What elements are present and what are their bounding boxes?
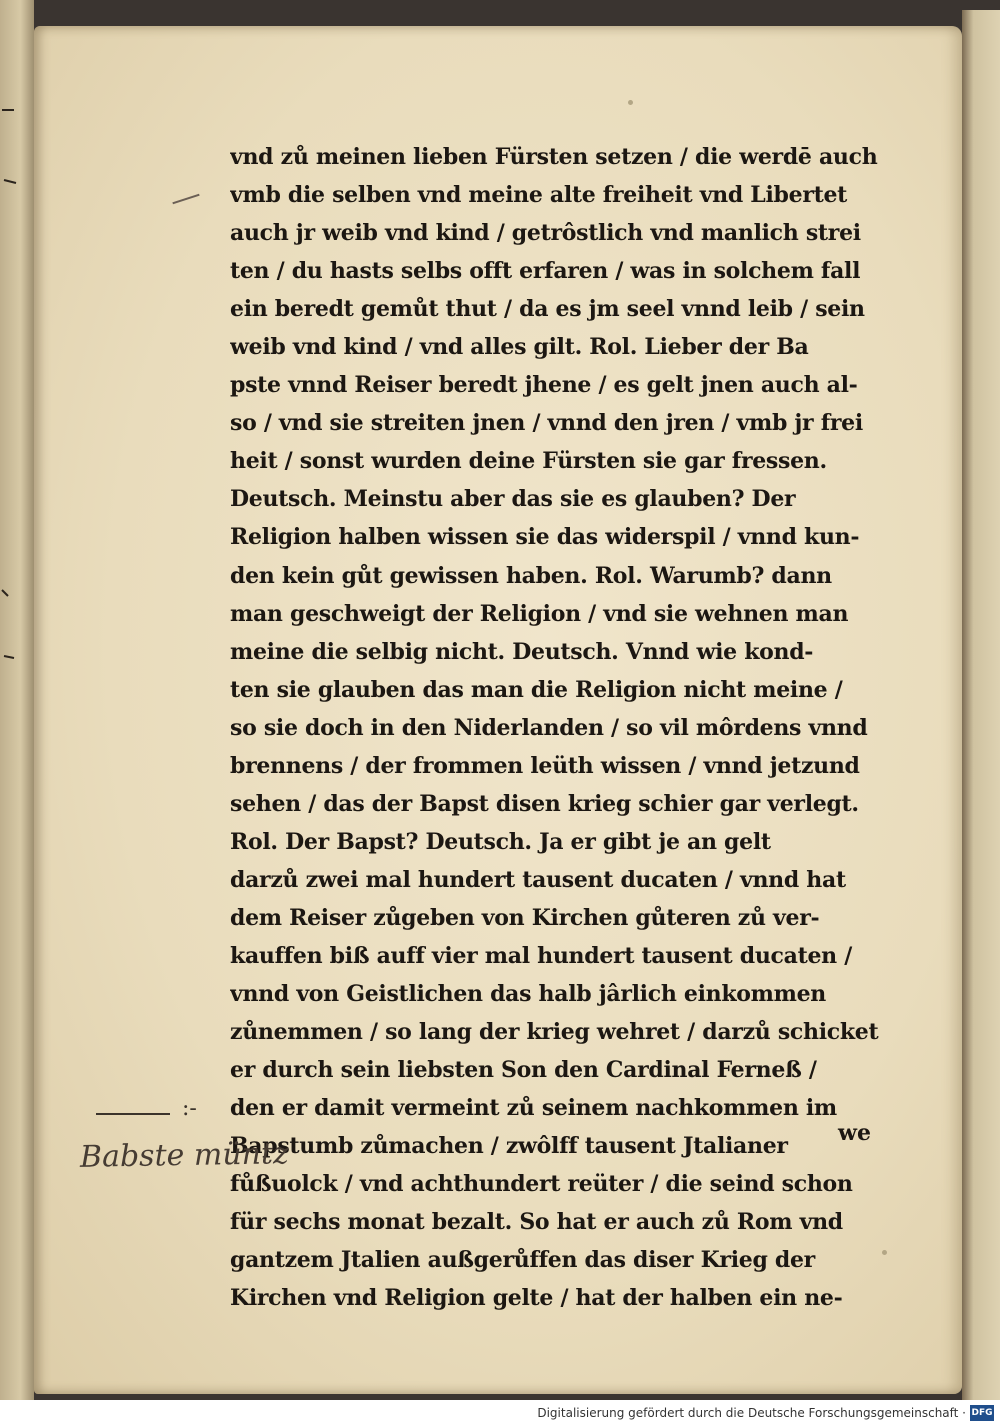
text-line: ten / du hasts selbs offt erfaren / was in solchem fall [230,258,861,285]
text-line: darzů zwei mal hundert tausent ducaten / vnnd hat [230,866,846,893]
text-line: fůßuolck / vnd achthundert reüter / die seind schon [230,1171,853,1198]
text-line: brennens / der frommen leüth wissen / vnnd jetzund [230,752,860,779]
text-line: zůnemmen / so lang der krieg wehret / darzů schicket [230,1019,879,1046]
text-line: auch jr weib vnd kind / getrôstlich vnd manlich strei [230,220,861,247]
text-line: Deutsch. Meinstu aber das sie es glauben? Der [230,486,796,513]
text-line: ten sie glauben das man die Religion nicht meine / [230,676,843,703]
text-line: für sechs monat bezalt. So hat er auch zů Rom vnd [230,1209,843,1236]
text-line: so sie doch in den Niderlanden / so vil môrdens vnnd [230,714,868,741]
margin-marks: :- [182,1096,197,1121]
text-line: gantzem Jtalien außgerůffen das diser Krieg der [230,1247,815,1274]
text-line: sehen / das der Bapst disen krieg schier gar verlegt. [230,790,859,817]
left-edge-marks [0,0,34,1400]
text-line: vnd zů meinen lieben Fürsten setzen / die werdē auch [230,144,878,170]
text-line: ein beredt gemůt thut / da es jm seel vnnd leib / sein [230,296,865,323]
text-line: dem Reiser zůgeben von Kirchen gůteren zů ver- [230,904,820,931]
text-line: man geschweigt der Religion / vnd sie wehnen man [230,600,849,627]
catchword: we [838,1120,871,1146]
footer-credit: Digitalisierung gefördert durch die Deutsche Forschungsgemeinschaft · [537,1406,966,1420]
text-line: Rol. Der Bapst? Deutsch. Ja er gibt je an gelt [230,828,771,855]
text-line: pste vnnd Reiser beredt jhene / es gelt jnen auch al- [230,372,858,399]
handwritten-margin-note: Babste müntz [79,1136,290,1175]
text-line: den er damit vermeint zů seinem nachkommen im [230,1095,837,1122]
text-line: vnnd von Geistlichen das halb jârlich einkommen [230,981,826,1008]
footer-bar [0,1400,1000,1428]
text-line: Religion halben wissen sie das widerspil / vnnd kun- [230,524,860,551]
text-line: Bapstumb zůmachen / zwôlff tausent Jtalianer [230,1133,788,1160]
body-text [230,138,910,1317]
text-line: weib vnd kind / vnd alles gilt. Rol. Lieber der Ba [230,334,809,361]
paper-spot [628,100,633,105]
text-line: er durch sein liebsten Son den Cardinal Ferneß / [230,1057,817,1084]
text-line: meine die selbig nicht. Deutsch. Vnnd wie kond- [230,638,814,665]
text-line: so / vnd sie streiten jnen / vnnd den jren / vmb jr frei [230,410,863,437]
dfg-logo: DFG [970,1405,994,1421]
text-line: den kein gůt gewissen haben. Rol. Warumb? dann [230,562,832,589]
margin-rule [96,1113,170,1115]
text-line: heit / sonst wurden deine Fürsten sie gar fressen. [230,448,827,475]
text-line: Kirchen vnd Religion gelte / hat der halben ein ne- [230,1285,843,1312]
text-line: vmb die selben vnd meine alte freiheit vnd Libertet [230,182,848,209]
text-line: kauffen biß auff vier mal hundert tausent ducaten / [230,942,852,969]
next-page-edge [962,10,1000,1400]
